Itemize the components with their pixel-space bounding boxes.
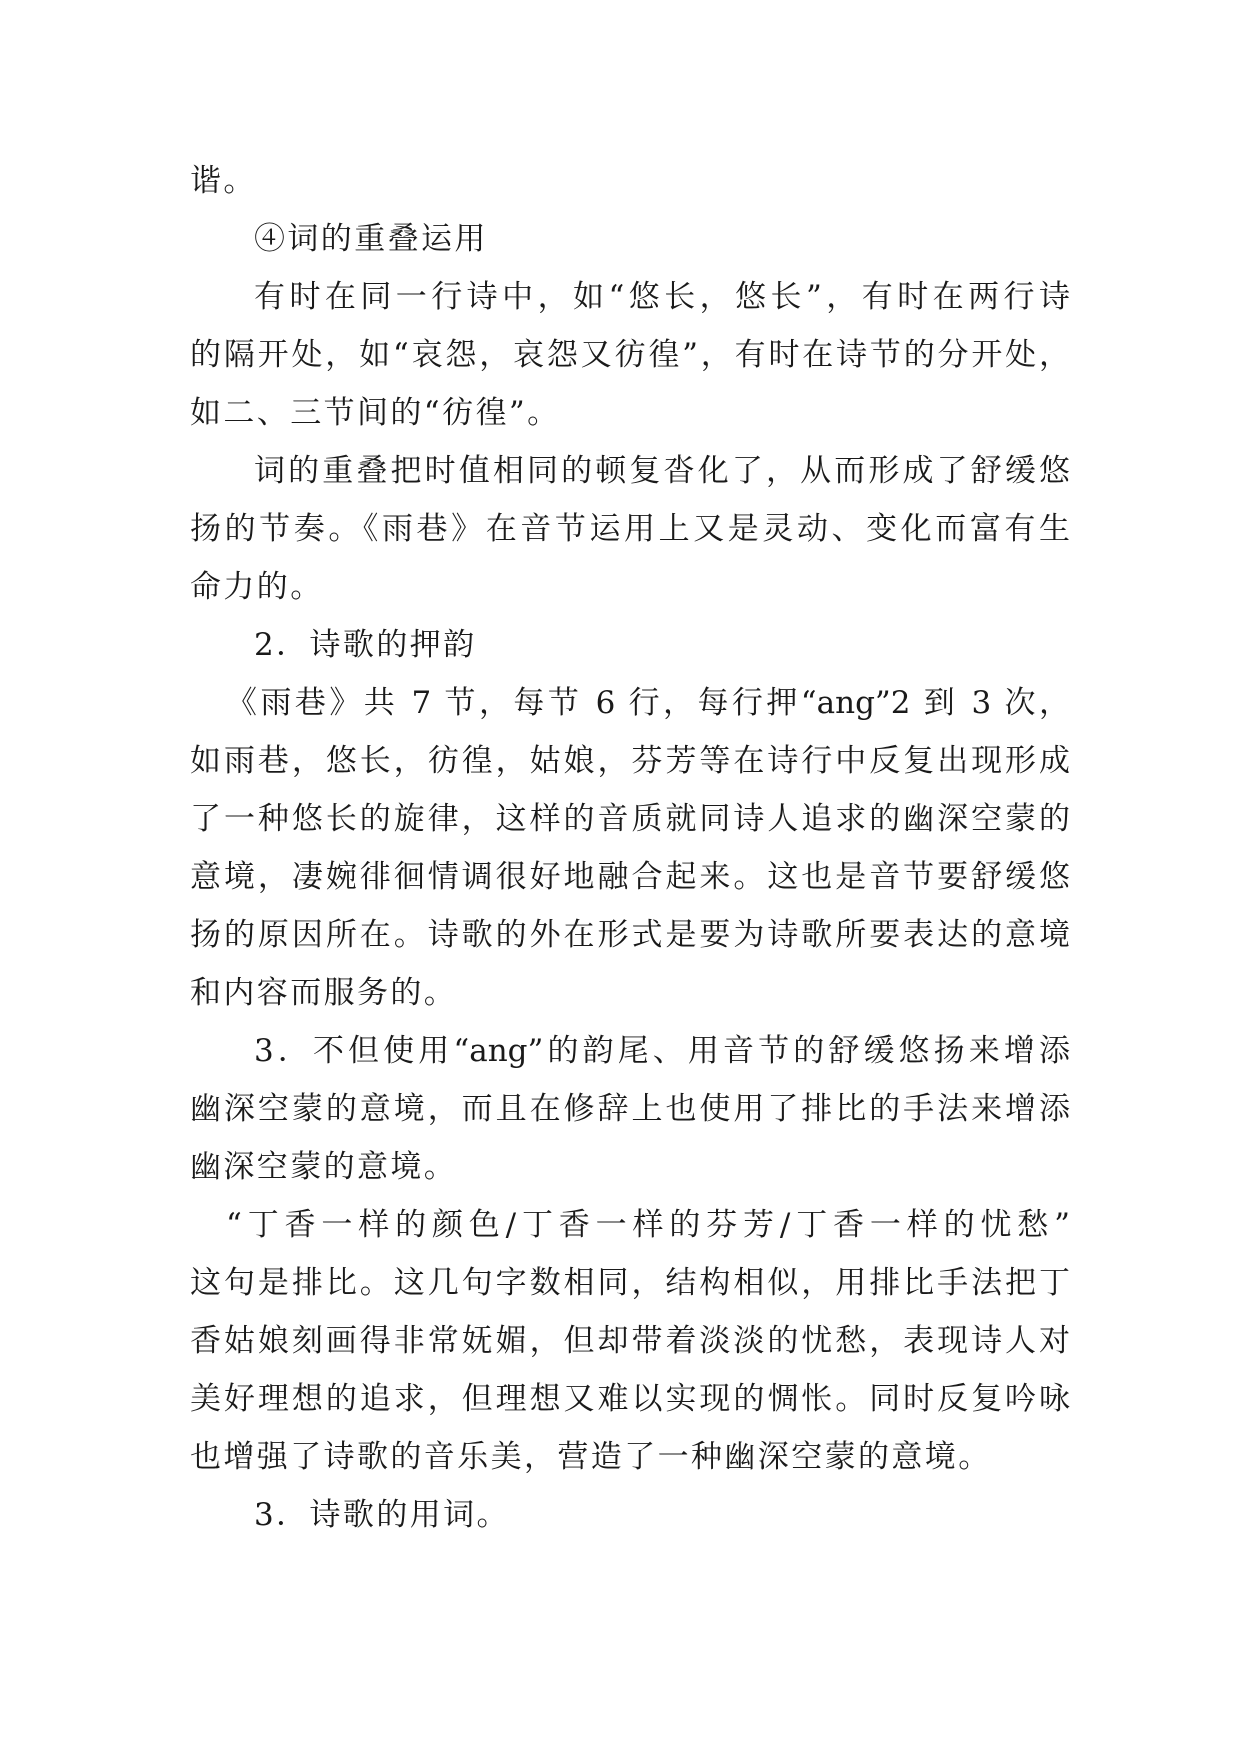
text-line: 有时在同一行诗中，如“悠长，悠长”，有时在两行诗 — [254, 279, 1070, 315]
text-line: 意境，凄婉徘徊情调很好地融合起来。这也是音节要舒缓悠 — [190, 859, 1070, 895]
text-line: 美好理想的追求，但理想又难以实现的惆怅。同时反复吟咏 — [190, 1381, 1070, 1417]
subheading-word-repetition: ④词的重叠运用 — [254, 221, 488, 257]
document-body — [190, 152, 1070, 1544]
text-line: 扬的节奏。《雨巷》在音节运用上又是灵动、变化而富有生 — [190, 511, 1070, 547]
text-line: 如雨巷，悠长，彷徨，姑娘，芬芳等在诗行中反复出现形成 — [190, 743, 1070, 779]
text-line: 命力的。 — [190, 569, 324, 605]
text-line: 香姑娘刻画得非常妩媚，但却带着淡淡的忧愁，表现诗人对 — [190, 1323, 1070, 1359]
text-line: 了一种悠长的旋律，这样的音质就同诗人追求的幽深空蒙的 — [190, 801, 1070, 837]
text-line: 谐。 — [190, 163, 257, 199]
text-line: 3．不但使用“ang”的韵尾、用音节的舒缓悠扬来增添 — [254, 1033, 1070, 1069]
subheading-word-usage: 3．诗歌的用词。 — [254, 1497, 510, 1533]
text-line: 幽深空蒙的意境，而且在修辞上也使用了排比的手法来增添 — [190, 1091, 1070, 1127]
text-line: “丁香一样的颜色/丁香一样的芬芳/丁香一样的忧愁” — [226, 1207, 1070, 1243]
text-line: 也增强了诗歌的音乐美，营造了一种幽深空蒙的意境。 — [190, 1439, 992, 1475]
text-line: 如二、三节间的“彷徨”。 — [190, 395, 561, 431]
text-line: 这句是排比。这几句字数相同，结构相似，用排比手法把丁 — [190, 1265, 1070, 1301]
subheading-rhyme: 2．诗歌的押韵 — [254, 627, 477, 663]
text-line: 词的重叠把时值相同的顿复沓化了，从而形成了舒缓悠 — [254, 453, 1070, 489]
text-line: 《雨巷》共 7 节，每节 6 行，每行押“ang”2 到 3 次， — [226, 685, 1070, 721]
text-line: 扬的原因所在。诗歌的外在形式是要为诗歌所要表达的意境 — [190, 917, 1070, 953]
text-line: 幽深空蒙的意境。 — [190, 1149, 458, 1185]
text-line: 和内容而服务的。 — [190, 975, 458, 1011]
text-line: 的隔开处，如“哀怨，哀怨又彷徨”，有时在诗节的分开处， — [190, 337, 1070, 373]
